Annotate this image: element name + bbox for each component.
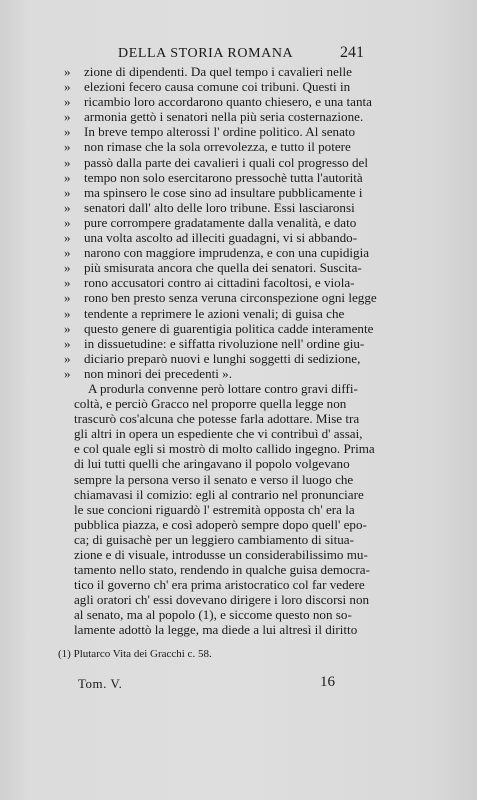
quoted-line	[64, 230, 404, 246]
line-text: zione di dipendenti. Da quel tempo i cavalieri nelle	[84, 64, 352, 79]
quote-mark: »	[64, 169, 71, 185]
line-text: non rimase che la sola orrevolezza, e tutto il potere	[84, 139, 351, 155]
line-text: In breve tempo alterossi l' ordine politico. Al senato	[84, 124, 356, 140]
quote-mark: »	[64, 350, 71, 366]
quoted-line	[64, 245, 404, 261]
quoted-line	[64, 139, 404, 155]
quoted-line	[64, 275, 404, 291]
quoted-line	[64, 260, 404, 276]
signature-mark: 16	[320, 674, 335, 690]
paragraph-line: sempre la persona verso il senato e verso il luogo che	[74, 471, 354, 487]
line-text: questo genere di guarentigia politica cadde interamente	[84, 320, 374, 336]
line-text: armonia gettò i senatori nella più seria costernazione.	[84, 109, 364, 125]
line-text: elezioni fecero causa comune coi tribuni. Questi in	[84, 79, 351, 95]
quote-mark: »	[64, 79, 71, 95]
volume-label: Tom. V.	[78, 676, 123, 691]
quote-mark: »	[64, 290, 71, 306]
page-number: 241	[340, 44, 364, 61]
body-text	[64, 64, 404, 638]
paragraph-line: gli altri in opera un espediente che vi contribuì d' assai,	[74, 426, 363, 442]
paragraph-line: tico il governo ch' era prima aristocratico col far vedere	[74, 577, 365, 593]
quoted-line	[64, 79, 404, 95]
paragraph	[74, 381, 404, 638]
paragraph-line: chiamavasi il comizio: egli al contrario nel pronunciare	[74, 486, 364, 502]
paragraph-line: al senato, ma al popolo (1), e siccome questo non so-	[74, 607, 352, 623]
paragraph-line: e col quale egli si mostrò di molto callido ingegno. Prima	[74, 441, 375, 457]
quoted-line	[64, 350, 404, 366]
quote-mark: »	[64, 245, 71, 261]
quote-mark: »	[64, 214, 71, 230]
paragraph-line: pubblica piazza, e così adoperò sempre dopo quell' epo-	[74, 516, 367, 532]
line-text: senatori dall' alto delle loro tribune. Essi lasciaronsi	[84, 199, 355, 215]
quote-mark: »	[64, 230, 71, 246]
paragraph-line: tamento nello stato, rendendo in qualche guisa democra-	[74, 562, 370, 578]
quote-mark: »	[64, 335, 71, 351]
line-text: pure corrompere gradatamente dalla venalità, e dato	[84, 214, 357, 230]
footnote: (1) Plutarco Vita dei Gracchi c. 58.	[58, 648, 212, 660]
quote-mark: »	[64, 139, 71, 155]
quoted-line	[64, 64, 404, 79]
quoted-passage	[64, 64, 404, 381]
line-text: diciario preparò nuovi e lunghi soggetti di sedizione,	[84, 350, 361, 366]
quote-mark: »	[64, 365, 71, 381]
paragraph-line: agli oratori ch' essi dovevano dirigere i loro discorsi non	[74, 592, 370, 608]
paragraph-line: A produrla convenne però lottare contro gravi diffi-	[88, 380, 358, 396]
quoted-line	[64, 365, 404, 381]
line-text: tendente a reprimere le azioni venali; di guisa che	[84, 305, 345, 321]
paragraph-line: le sue concioni riguardò l' estremità opposta ch' era la	[74, 501, 355, 517]
quoted-line	[64, 109, 404, 125]
quoted-line	[64, 214, 404, 230]
quote-mark: »	[64, 320, 71, 336]
quote-mark: »	[64, 94, 71, 110]
paragraph-line: trascurò cos'alcuna che potesse farla adottare. Mise tra	[74, 411, 360, 427]
line-text: rono ben presto senza veruna circonspezione ogni legge	[84, 290, 377, 306]
quote-mark: »	[64, 305, 71, 321]
line-text: ma spinsero le cose sino ad insultare pubblicamente i	[84, 184, 363, 200]
quote-mark: »	[64, 124, 71, 140]
quoted-line	[64, 305, 404, 321]
line-text: non minori dei precedenti ».	[84, 365, 232, 381]
paragraph-line: ca; di guisachè per un leggiero cambiamento di situa-	[74, 531, 354, 547]
paragraph-line: zione e di visuale, introdusse un considerabilissimo mu-	[74, 547, 368, 562]
line-text: più smisurata ancora che quella dei senatori. Suscita-	[84, 260, 362, 276]
line-text: in dissuetudine: e siffatta rivoluzione nell' ordine giu-	[84, 335, 365, 351]
quote-mark: »	[64, 260, 71, 276]
line-text: passò dalla parte dei cavalieri i quali col progresso del	[84, 154, 368, 170]
quote-mark: »	[64, 199, 71, 215]
quoted-line	[64, 94, 404, 110]
line-text: narono con maggiore imprudenza, e con una cupidigia	[84, 245, 370, 261]
quoted-line	[64, 335, 404, 351]
line-text: una volta ascolto ad illeciti guadagni, vi si abbando-	[84, 230, 358, 246]
quote-mark: »	[64, 109, 71, 125]
quoted-line	[64, 199, 404, 215]
quote-mark: »	[64, 64, 71, 79]
quote-mark: »	[64, 184, 71, 200]
quoted-line	[64, 320, 404, 336]
line-text: rono accusatori contro ai cittadini facoltosi, e viola-	[84, 275, 355, 291]
running-header: DELLA STORIA ROMANA	[118, 46, 294, 61]
quote-mark: »	[64, 154, 71, 170]
paragraph-line: lamente adottò la legge, ma diede a lui altresì il diritto	[74, 622, 358, 638]
quoted-line	[64, 184, 404, 200]
line-text: tempo non solo esercitarono pressochè tutta l'autorità	[84, 169, 363, 185]
quoted-line	[64, 124, 404, 140]
quoted-line	[64, 154, 404, 170]
paragraph-line: di lui tutti quelli che aringavano il popolo volgevano	[74, 456, 350, 472]
paragraph-line: coltà, e perciò Gracco nel proporre quella legge non	[74, 396, 347, 412]
quote-mark: »	[64, 275, 71, 291]
quoted-line	[64, 290, 404, 306]
quoted-line	[64, 169, 404, 185]
line-text: ricambio loro accordarono quanto chiesero, e una tanta	[84, 94, 372, 110]
